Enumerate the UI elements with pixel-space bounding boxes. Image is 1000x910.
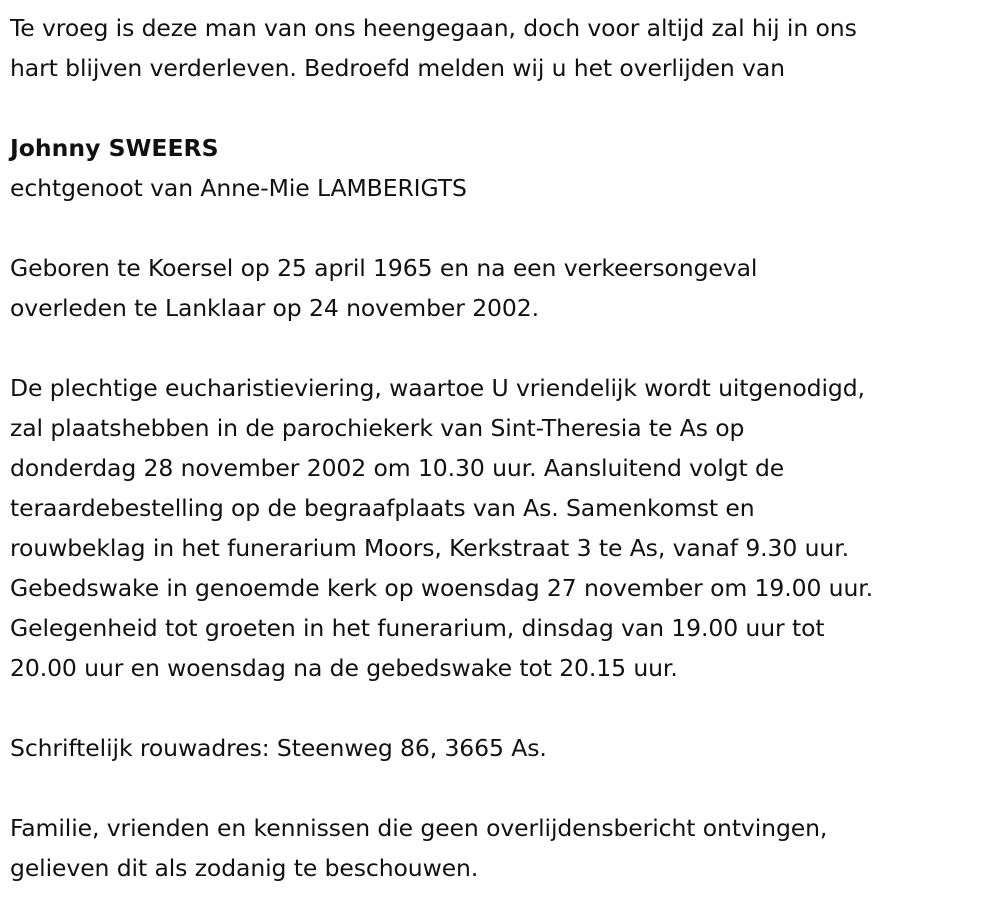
spouse-line: echtgenoot van Anne-Mie LAMBERIGTS <box>10 174 467 202</box>
birth-death-line: overleden te Lanklaar op 24 november 2002. <box>10 294 539 322</box>
birth-death-paragraph <box>10 248 1000 328</box>
spacer <box>10 768 1000 808</box>
ceremony-paragraph <box>10 368 1000 688</box>
deceased-name: Johnny SWEERS <box>10 134 219 162</box>
intro-paragraph <box>10 8 1000 88</box>
closing-line: Familie, vrienden en kennissen die geen overlijdensbericht ontvingen, <box>10 814 828 842</box>
spacer <box>10 88 1000 128</box>
ceremony-line: donderdag 28 november 2002 om 10.30 uur. Aansluitend volgt de <box>10 454 785 482</box>
mourning-address: Schriftelijk rouwadres: Steenweg 86, 3665 As. <box>10 734 547 762</box>
ceremony-line: De plechtige eucharistieviering, waartoe U vriendelijk wordt uitgenodigd, <box>10 374 865 402</box>
ceremony-line: Gebedswake in genoemde kerk op woensdag 27 november om 19.00 uur. <box>10 574 874 602</box>
closing-line: gelieven dit als zodanig te beschouwen. <box>10 854 479 882</box>
ceremony-line: rouwbeklag in het funerarium Moors, Kerkstraat 3 te As, vanaf 9.30 uur. <box>10 534 849 562</box>
intro-line: Te vroeg is deze man van ons heengegaan, doch voor altijd zal hij in ons <box>10 14 857 42</box>
ceremony-line: Gelegenheid tot groeten in het funerarium, dinsdag van 19.00 uur tot <box>10 614 825 642</box>
spacer <box>10 208 1000 248</box>
ceremony-line: 20.00 uur en woensdag na de gebedswake tot 20.15 uur. <box>10 654 678 682</box>
spacer <box>10 328 1000 368</box>
intro-line: hart blijven verderleven. Bedroefd melden wij u het overlijden van <box>10 54 785 82</box>
birth-death-line: Geboren te Koersel op 25 april 1965 en na een verkeersongeval <box>10 254 758 282</box>
spacer <box>10 688 1000 728</box>
ceremony-line: zal plaatshebben in de parochiekerk van Sint-Theresia te As op <box>10 414 745 442</box>
closing-paragraph <box>10 808 1000 888</box>
ceremony-line: teraardebestelling op de begraafplaats van As. Samenkomst en <box>10 494 755 522</box>
